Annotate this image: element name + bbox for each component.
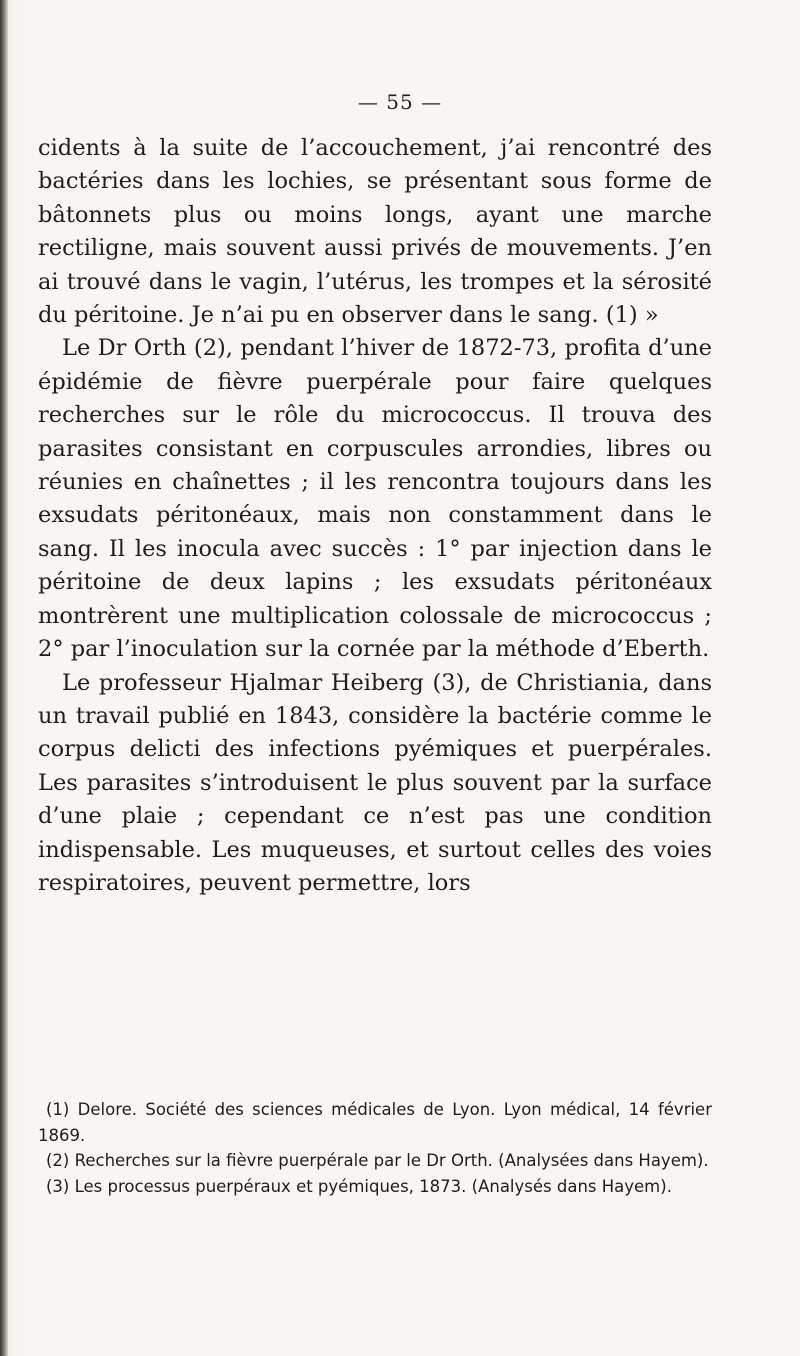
main-text	[38, 132, 712, 900]
footnote-1: (1) Delore. Société des sciences médicales de Lyon. Lyon médical, 14 février 1869.	[38, 1100, 712, 1145]
footnotes	[38, 1097, 712, 1199]
footnote-3: (3) Les processus puerpéraux et pyémiques, 1873. (Analysés dans Hayem).	[46, 1176, 672, 1196]
page-number: — 55 —	[357, 90, 443, 114]
paragraph-3: Le professeur Hjalmar Heiberg (3), de Christiania, dans un travail publié en 1843, considère la bactérie comme le corpus delicti des infections pyémiques et puerpérales. Les parasites s’introduisent le plus souvent par la surface d’une plaie ; cependant ce n’est pas une condition indispensable. Les muqueuses, et surtout celles des voies respiratoires, peuvent permettre, lors	[38, 669, 712, 896]
paragraph-2: Le Dr Orth (2), pendant l’hiver de 1872-73, profita d’une épidémie de fièvre puerpérale pour faire quelques recherches sur le rôle du micrococcus. Il trouva des parasites consistant en corpuscules arrondies, libres ou réunies en chaînettes ; il les rencontra toujours dans les exsudats péritonéaux, mais non constamment dans le sang. Il les inocula avec succès : 1° par injection dans le péritoine de deux lapins ; les exsudats péritonéaux montrèrent une multiplication colossale de micrococcus ; 2° par l’inoculation sur la cornée par la méthode d’Eberth.	[38, 335, 712, 663]
paragraph-1: cidents à la suite de l’accouchement, j’ai rencontré des bactéries dans les lochies, se présentant sous forme de bâtonnets plus ou moins longs, ayant une marche rectiligne, mais souvent aussi privés de mouvements. J’en ai trouvé dans le vagin, l’utérus, les trompes et la sérosité du péritoine. Je n’ai pu en observer dans le sang. (1) »	[38, 135, 712, 329]
binding-edge	[0, 0, 8, 1356]
footnote-2: (2) Recherches sur la fièvre puerpérale par le Dr Orth. (Analysées dans Hayem).	[46, 1151, 709, 1170]
